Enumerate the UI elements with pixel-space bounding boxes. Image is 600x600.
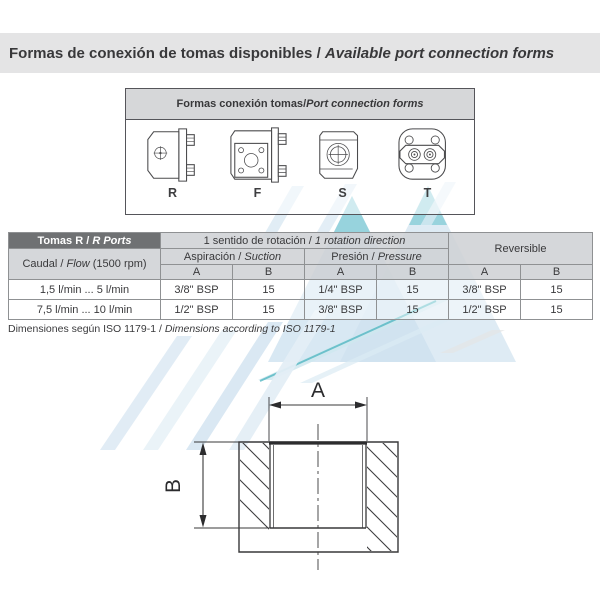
col-header-b: B (521, 265, 593, 280)
suction-a-cell: 1/2" BSP (161, 300, 233, 320)
flow-range-cell: 7,5 l/min ... 10 l/min (9, 300, 161, 320)
pressure-header: Presión / Pressure (305, 249, 449, 265)
col-header-b: B (377, 265, 449, 280)
reversible-a-cell: 3/8" BSP (449, 280, 521, 300)
dim-a-label: A (310, 379, 326, 402)
dim-b-arrow-top (200, 443, 207, 456)
pressure-a-cell: 3/8" BSP (305, 300, 377, 320)
page-title: Formas de conexión de tomas disponibles / Available port connection forms (9, 44, 555, 62)
hatch-right-wall (190, 230, 420, 600)
dim-b-arrow-bottom (200, 515, 207, 528)
pressure-a-cell: 1/4" BSP (305, 280, 377, 300)
block-outline (239, 442, 398, 552)
col-header-a: A (161, 265, 233, 280)
iso-note: Dimensiones según ISO 1179-1 / Dimensions according to ISO 1179-1 (8, 323, 336, 335)
port-form-label: F (253, 186, 262, 200)
dim-a-arrow-right (355, 402, 367, 409)
pressure-b-cell: 15 (377, 280, 449, 300)
suction-b-cell: 15 (233, 280, 305, 300)
port-box-header: Formas conexión tomas / Port connection forms (126, 89, 474, 120)
col-header-a: A (449, 265, 521, 280)
suction-b-cell: 15 (233, 300, 305, 320)
suction-a-cell: 3/8" BSP (161, 280, 233, 300)
reversible-b-cell: 15 (521, 300, 593, 320)
dim-b-label: B (162, 478, 185, 494)
rotation-direction-header: 1 sentido de rotación / 1 rotation direction (161, 233, 449, 249)
port-form-label: R (167, 186, 178, 200)
col-header-b: B (233, 265, 305, 280)
hatch-left-wall (190, 230, 420, 600)
flow-range-cell: 1,5 l/min ... 5 l/min (9, 280, 161, 300)
reversible-header: Reversible (449, 233, 593, 265)
table-corner-header: Tomas R / R Ports (9, 233, 161, 249)
port-form-label: S (338, 186, 347, 200)
dim-a-arrow-left (269, 402, 281, 409)
flow-header: Caudal / Flow (1500 rpm) (9, 249, 161, 280)
col-header-a: A (305, 265, 377, 280)
reversible-b-cell: 15 (521, 280, 593, 300)
pressure-b-cell: 15 (377, 300, 449, 320)
reversible-a-cell: 1/2" BSP (449, 300, 521, 320)
port-form-label: T (423, 186, 432, 200)
suction-header: Aspiración / Suction (161, 249, 305, 265)
